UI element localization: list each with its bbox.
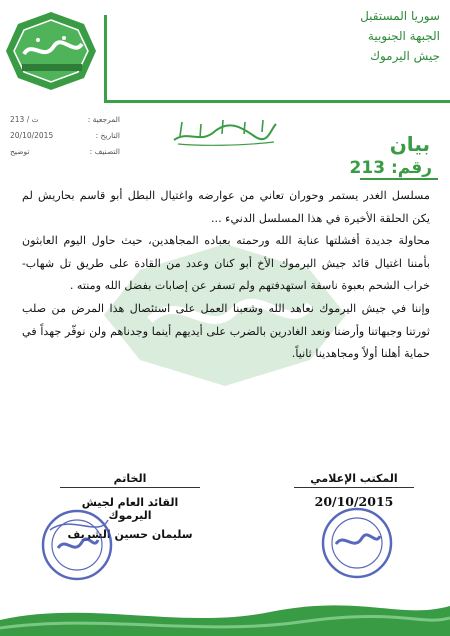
media-office-date: 20/10/2015 [314, 494, 394, 509]
army-logo [4, 10, 99, 92]
media-office-stamp [320, 506, 394, 580]
class-label: التصنيف : [89, 147, 120, 156]
commander-name: سليمان حسين الشريف [67, 528, 193, 541]
date-value: 20/10/2015 [10, 131, 54, 140]
org-line-2: الجبهة الجنوبية [367, 29, 440, 43]
body-paragraph-1: مسلسل الغدر يستمر وحوران تعاني من عوارضه واغتيال البطل أبو قاسم بحاريش لم يكن الحلقة الأخيرة في هذا المسلسل الدنيء ... [22, 189, 430, 225]
footer-decoration [0, 590, 450, 636]
seal-title-underline [60, 487, 200, 488]
official-stamp [40, 508, 114, 582]
statement-number: رقم: 213 [349, 158, 432, 178]
header-divider-horizontal [104, 100, 450, 103]
org-line-3: جيش اليرموك [370, 49, 440, 63]
header-divider-vertical [104, 15, 107, 103]
ref-value: ت / 213 [10, 115, 39, 124]
document-meta [10, 112, 120, 160]
ref-label: المرجعية : [87, 115, 120, 124]
commander-title: القائد العام لجيش اليرموك [81, 496, 179, 522]
media-office-underline [294, 487, 414, 488]
body-paragraph-2: محاولة جديدة أفشلتها عناية الله ورحمته بعباده المجاهدين، حيث حاول اليوم العابثون بأمننا اغتيال قائد جيش اليرموك الأخ أبو كنان وعدد من القادة على طريق تل شهاب- خراب الشحم بعبوة ناسفة استهدفتهم ولم تسفر عن إصابات بفضل الله ومنته . [22, 234, 430, 293]
media-office-block [294, 472, 414, 509]
body-paragraph-3: وإننا في جيش اليرموك نعاهد الله وشعبنا العمل على استئصال هذا المرض من صلب ثورتنا وجبهاتنا وأرضنا ونعد الغادرين بالضرب على أيديهم أينما وجدناهم ولن نوفّر جهداً في حماية أهلنا أولاً ومجاهدينا ثانياً. [22, 301, 430, 361]
statement-heading: بيان [389, 132, 430, 156]
seal-title: الخاتم [113, 472, 147, 485]
number-underline [360, 178, 438, 180]
organization-names [290, 6, 440, 66]
statement-body [22, 185, 430, 366]
media-office-title: المكتب الإعلامي [310, 472, 398, 485]
org-line-1: سوريا المستقبل [360, 9, 440, 23]
class-value: توضيح [10, 147, 30, 156]
basmala-calligraphy [170, 116, 280, 148]
date-label: التاريخ : [95, 131, 120, 140]
